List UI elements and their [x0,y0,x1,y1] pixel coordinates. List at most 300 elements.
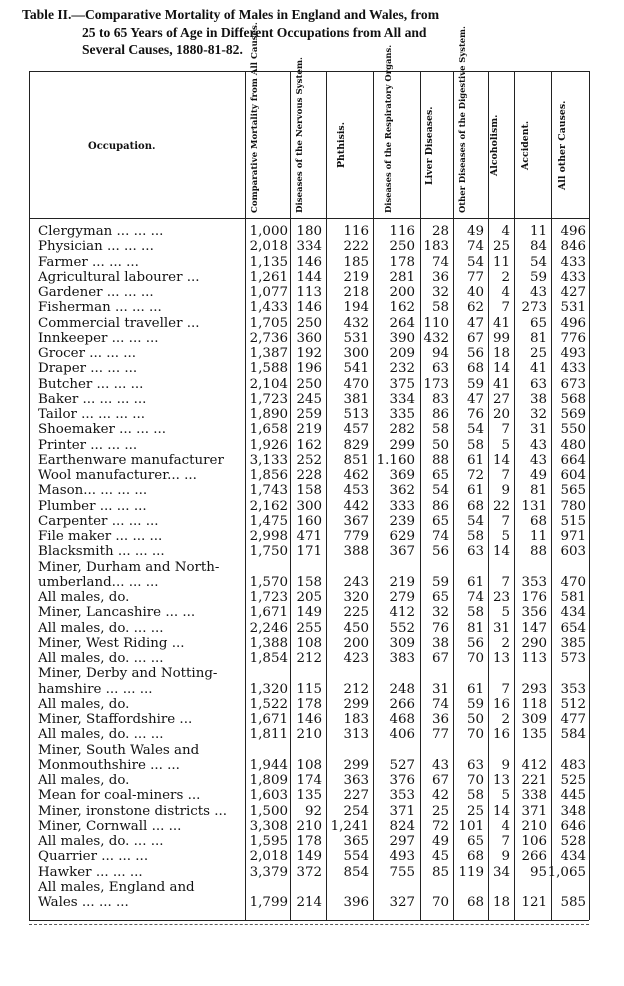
value-cell: 11 [492,254,510,270]
value-cell: 149 [296,605,322,621]
occupation-cell: Miner, ironstone districts ... [38,803,228,819]
value-cell: 300 [343,346,369,361]
value-cell: 513 [343,407,369,422]
value-cell: 2,736 [249,330,288,346]
value-cell: 1,723 [249,590,288,605]
value-cell: 573 [560,651,586,666]
value-cell: 471 [296,529,322,544]
value-cell: 74 [466,590,484,605]
header-other-causes: All other Causes. [557,100,568,191]
value-cell: 664 [560,452,586,468]
occupation-cell: All males, England and [38,879,195,895]
table-row [0,682,624,697]
value-cell: 171 [296,544,322,560]
value-cell: 41 [492,376,510,392]
value-cell: 266 [389,696,415,712]
occupation-cell: Commercial traveller ... [38,315,200,331]
value-cell: 65 [431,468,449,483]
value-cell: 371 [521,803,547,819]
value-cell: 254 [343,803,369,819]
value-cell: 116 [343,224,369,239]
value-cell: 70 [466,773,484,788]
value-cell: 250 [296,376,322,392]
header-accident: Accident. [520,120,531,171]
occupation-cell: Agricultural labourer ... [38,269,200,285]
value-cell: 50 [466,712,484,727]
occupation-cell: Monmouthshire ... ... [38,757,180,773]
value-cell: 70 [466,727,484,743]
title-line-1: Table II.—Comparative Mortality of Males in England and Wales, from [22,7,440,22]
value-cell: 54 [466,513,484,529]
value-cell: 1,705 [249,315,288,331]
value-cell: 353 [521,574,547,590]
table-row [0,590,624,605]
value-cell: 162 [296,437,322,453]
occupation-cell: Gardener ... ... ... [38,285,154,300]
value-cell: 434 [560,849,586,865]
value-cell: 433 [560,269,586,285]
title-line-2: 25 to 65 Years of Age in Different Occupations from All and [82,24,427,40]
value-cell: 971 [560,529,586,544]
value-cell: 673 [560,376,586,392]
value-cell: 32 [431,285,449,300]
value-cell: 70 [431,895,449,910]
value-cell: 493 [389,849,415,865]
value-cell: 450 [343,620,369,636]
value-cell: 369 [389,468,415,483]
header-occupation: Occupation. [88,141,156,152]
value-cell: 210 [296,818,322,834]
value-cell: 299 [343,696,369,712]
value-cell: 149 [296,849,322,865]
value-cell: 5 [501,605,510,621]
value-cell: 412 [389,605,415,621]
table-row [0,819,624,834]
value-cell: 412 [521,757,547,773]
table-row [0,346,624,361]
value-cell: 59 [431,574,449,590]
value-cell: 531 [343,330,369,346]
value-cell: 300 [296,498,322,514]
value-cell: 70 [466,651,484,666]
value-cell: 1,500 [249,803,288,819]
occupation-cell: Farmer ... ... ... [38,254,139,270]
value-cell: 3,308 [249,818,288,834]
value-cell: 299 [389,437,415,453]
value-cell: 81 [529,483,547,499]
value-cell: 433 [560,361,586,377]
value-cell: 59 [466,696,484,712]
value-cell: 7 [501,513,510,529]
value-cell: 31 [492,620,510,636]
table-row [0,224,624,239]
value-cell: 1,603 [249,788,288,804]
value-cell: 1,433 [249,300,288,316]
value-cell: 569 [560,407,586,422]
value-cell: 1,261 [249,269,288,285]
value-cell: 824 [389,818,415,834]
bottom-rule [29,924,589,925]
value-cell: 248 [389,681,415,697]
value-cell: 219 [296,422,322,438]
value-cell: 245 [296,391,322,407]
value-cell: 2,162 [249,498,288,514]
value-cell: 3,133 [249,452,288,468]
value-cell: 406 [389,727,415,743]
value-cell: 63 [466,544,484,560]
value-cell: 396 [343,895,369,910]
occupation-cell: Printer ... ... ... [38,437,138,453]
value-cell: 86 [431,407,449,422]
value-cell: 180 [296,224,322,239]
value-cell: 178 [389,254,415,270]
value-cell: 63 [529,376,547,392]
value-cell: 116 [389,224,415,239]
table-row [0,758,624,773]
value-cell: 74 [431,529,449,544]
value-cell: 433 [560,254,586,270]
value-cell: 147 [521,620,547,636]
value-cell: 74 [431,254,449,270]
value-cell: 2,018 [249,239,288,255]
value-cell: 527 [389,757,415,773]
occupation-cell: hamshire ... ... ... [38,681,153,697]
occupation-cell: Butcher ... ... ... [38,376,144,392]
value-cell: 432 [343,315,369,331]
occupation-cell: Miner, West Riding ... [38,635,185,651]
value-cell: 338 [521,788,547,804]
value-cell: 2,018 [249,849,288,865]
occupation-cell: umberland... ... ... [38,574,159,590]
value-cell: 646 [560,818,586,834]
value-cell: 43 [529,285,547,300]
value-cell: 14 [492,361,510,377]
value-cell: 11 [529,529,547,544]
value-cell: 50 [431,437,449,453]
value-cell: 9 [501,757,510,773]
value-cell: 222 [343,239,369,255]
table-row [0,422,624,437]
value-cell: 77 [431,727,449,743]
value-cell: 371 [389,803,415,819]
value-cell: 65 [431,513,449,529]
value-cell: 434 [560,605,586,621]
value-cell: 108 [296,757,322,773]
value-cell: 7 [501,300,510,316]
value-cell: 453 [343,483,369,499]
table-row [0,575,624,590]
value-cell: 779 [343,529,369,544]
value-cell: 1,320 [249,681,288,697]
value-cell: 92 [304,803,322,819]
value-cell: 34 [492,864,510,880]
value-cell: 483 [560,757,586,773]
value-cell: 1,241 [330,818,369,834]
value-cell: 54 [431,483,449,499]
value-cell: 219 [343,269,369,285]
value-cell: 76 [466,407,484,422]
value-cell: 121 [521,895,547,910]
value-cell: 192 [296,346,322,361]
value-cell: 162 [389,300,415,316]
value-cell: 56 [431,544,449,560]
value-cell: 158 [296,483,322,499]
value-cell: 200 [389,285,415,300]
value-cell: 58 [431,300,449,316]
value-cell: 74 [431,696,449,712]
value-cell: 462 [343,468,369,483]
value-cell: 445 [560,788,586,804]
value-cell: 846 [560,239,586,255]
table-row [0,483,624,498]
value-cell: 221 [521,773,547,788]
value-cell: 31 [431,681,449,697]
table-row [0,743,624,758]
value-cell: 320 [343,590,369,605]
value-cell: 1,588 [249,361,288,377]
value-cell: 95 [529,864,547,880]
value-cell: 173 [423,376,449,392]
table-row [0,865,624,880]
value-cell: 68 [466,361,484,377]
occupation-cell: Hawker ... ... ... [38,864,143,880]
value-cell: 515 [560,513,586,529]
value-cell: 375 [389,376,415,392]
value-cell: 146 [296,300,322,316]
value-cell: 290 [521,635,547,651]
value-cell: 20 [492,407,510,422]
value-cell: 584 [560,727,586,743]
value-cell: 16 [492,727,510,743]
value-cell: 780 [560,498,586,514]
value-cell: 38 [431,635,449,651]
table-row [0,544,624,559]
value-cell: 525 [560,773,586,788]
value-cell: 5 [501,788,510,804]
value-cell: 18 [492,346,510,361]
value-cell: 1,570 [249,574,288,590]
value-cell: 160 [296,513,322,529]
value-cell: 209 [389,346,415,361]
occupation-cell: Earthenware manufacturer [38,452,224,468]
occupation-cell: Mason... ... ... ... [38,483,148,499]
value-cell: 1,890 [249,407,288,422]
table-row [0,697,624,712]
value-cell: 58 [466,529,484,544]
value-cell: 31 [529,422,547,438]
value-cell: 1,854 [249,651,288,666]
value-cell: 47 [466,315,484,331]
value-cell: 293 [521,681,547,697]
header-rule [29,218,589,219]
value-cell: 423 [343,651,369,666]
table-row [0,300,624,315]
value-cell: 383 [389,651,415,666]
occupation-cell: All males, do. [38,696,130,712]
value-cell: 829 [343,437,369,453]
header-nervous-system: Diseases of the Nervous System. [295,56,305,213]
occupation-cell: Grocer ... ... ... [38,346,137,361]
occupation-cell: Miner, South Wales and [38,742,200,758]
value-cell: 68 [529,513,547,529]
value-cell: 360 [296,330,322,346]
value-cell: 4 [501,224,510,239]
value-cell: 550 [560,422,586,438]
value-cell: 219 [389,574,415,590]
value-cell: 565 [560,483,586,499]
table-row [0,331,624,346]
value-cell: 49 [431,834,449,849]
value-cell: 7 [501,468,510,483]
value-cell: 654 [560,620,586,636]
occupation-cell: Wales ... ... ... [38,895,129,910]
value-cell: 183 [343,712,369,727]
table-row [0,453,624,468]
value-cell: 65 [529,315,547,331]
value-cell: 14 [492,544,510,560]
title-line-3: Several Causes, 1880-81-82. [82,42,243,57]
value-cell: 194 [343,300,369,316]
value-cell: 9 [501,849,510,865]
value-cell: 27 [492,391,510,407]
value-cell: 7 [501,834,510,849]
value-cell: 113 [296,285,322,300]
value-cell: 1,809 [249,773,288,788]
value-cell: 372 [296,864,322,880]
value-cell: 353 [389,788,415,804]
table-row [0,666,624,681]
value-cell: 85 [431,864,449,880]
value-cell: 363 [343,773,369,788]
value-cell: 356 [521,605,547,621]
table-row [0,560,624,575]
value-cell: 58 [431,422,449,438]
value-cell: 1,743 [249,483,288,499]
table-row [0,895,624,910]
value-cell: 279 [389,590,415,605]
value-cell: 205 [296,590,322,605]
value-cell: 174 [296,773,322,788]
value-cell: 427 [560,285,586,300]
value-cell: 11 [529,224,547,239]
value-cell: 59 [529,269,547,285]
value-cell: 113 [521,651,547,666]
value-cell: 335 [389,407,415,422]
table-row [0,392,624,407]
table-row [0,804,624,819]
value-cell: 200 [343,635,369,651]
value-cell: 25 [431,803,449,819]
value-cell: 210 [521,818,547,834]
value-cell: 119 [458,864,484,880]
occupation-cell: Mean for coal-miners ... [38,788,201,804]
value-cell: 110 [423,315,449,331]
value-cell: 1,000 [249,224,288,239]
value-cell: 178 [296,696,322,712]
value-cell: 2,104 [249,376,288,392]
value-cell: 5 [501,437,510,453]
value-cell: 334 [296,239,322,255]
table-row [0,499,624,514]
occupation-cell: Plumber ... ... ... [38,498,147,514]
value-cell: 47 [466,391,484,407]
value-cell: 541 [343,361,369,377]
value-cell: 144 [296,269,322,285]
value-cell: 41 [529,361,547,377]
occupation-cell: Fisherman ... ... ... [38,300,162,316]
value-cell: 309 [389,635,415,651]
table-row [0,849,624,864]
value-cell: 56 [466,635,484,651]
occupation-cell: Blacksmith ... ... ... [38,544,165,560]
table-body [0,224,624,910]
value-cell: 72 [466,468,484,483]
table-row [0,727,624,742]
value-cell: 243 [343,574,369,590]
header-phthisis: Phthisis. [336,122,347,169]
occupation-cell: All males, do. [38,590,130,605]
value-cell: 49 [529,468,547,483]
value-cell: 77 [466,269,484,285]
value-cell: 212 [343,681,369,697]
value-cell: 63 [431,361,449,377]
value-cell: 333 [389,498,415,514]
value-cell: 74 [466,239,484,255]
value-cell: 252 [296,452,322,468]
value-cell: 65 [466,834,484,849]
value-cell: 1,077 [249,285,288,300]
value-cell: 43 [529,437,547,453]
value-cell: 214 [296,895,322,910]
table-row [0,255,624,270]
table-row [0,834,624,849]
value-cell: 390 [389,330,415,346]
value-cell: 76 [431,620,449,636]
value-cell: 36 [431,269,449,285]
table-row [0,316,624,331]
value-cell: 4 [501,285,510,300]
value-cell: 61 [466,452,484,468]
value-cell: 388 [343,544,369,560]
value-cell: 266 [521,849,547,865]
value-cell: 1.160 [376,452,415,468]
value-cell: 54 [466,422,484,438]
value-cell: 210 [296,727,322,743]
value-cell: 604 [560,468,586,483]
table-row [0,377,624,392]
value-cell: 58 [466,788,484,804]
value-cell: 228 [296,468,322,483]
value-cell: 381 [343,391,369,407]
table-row [0,605,624,620]
value-cell: 81 [529,330,547,346]
value-cell: 273 [521,300,547,316]
value-cell: 42 [431,788,449,804]
value-cell: 25 [492,239,510,255]
value-cell: 299 [343,757,369,773]
table-row [0,712,624,727]
value-cell: 7 [501,422,510,438]
value-cell: 477 [560,712,586,727]
value-cell: 88 [529,544,547,560]
table-row [0,788,624,803]
value-cell: 28 [431,224,449,239]
value-cell: 68 [466,895,484,910]
occupation-cell: All males, do. ... ... [38,834,164,849]
value-cell: 81 [466,620,484,636]
table-row [0,773,624,788]
value-cell: 218 [343,285,369,300]
